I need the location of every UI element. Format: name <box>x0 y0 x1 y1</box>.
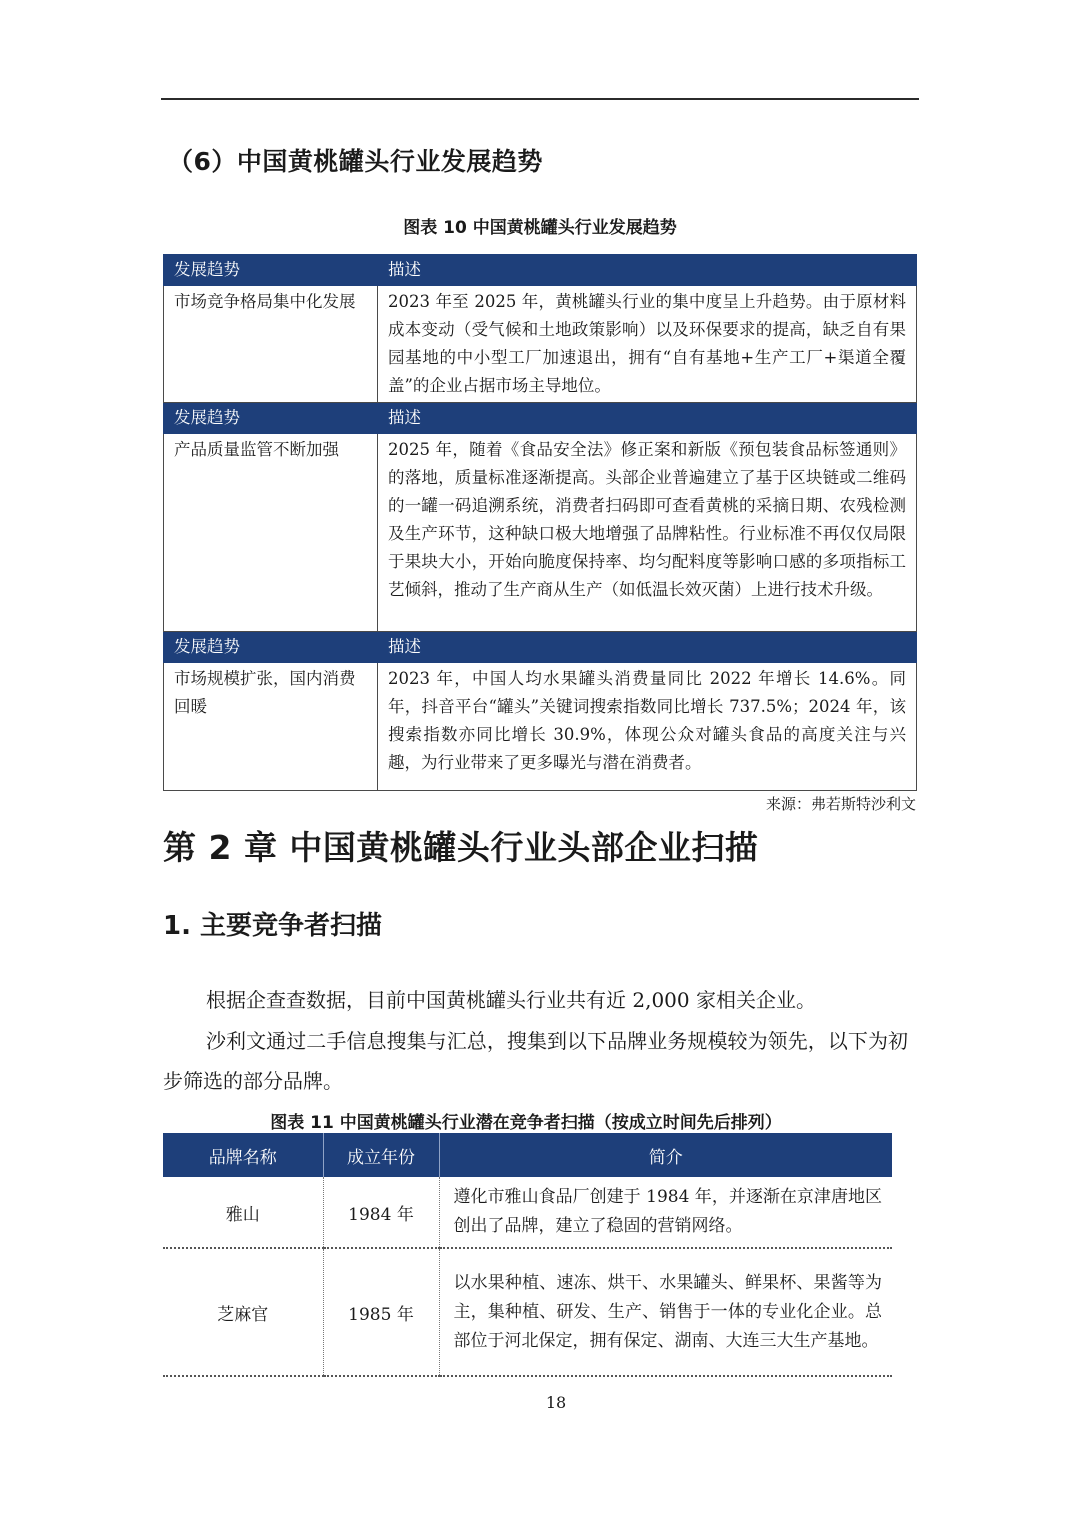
competitor-table <box>163 1133 892 1377</box>
desc-cell: 2023 年，中国人均水果罐头消费量同比 2022 年增长 14.6%。同年，抖音平台“罐头”关键词搜索指数同比增长 737.5%；2024 年，该搜索指数亦同比增长 30.9%，体现公众对罐头食品的高度关注与兴趣，为行业带来了更多曝光与潜在消费者。 <box>378 663 917 791</box>
section-heading: （6）中国黄桃罐头行业发展趋势 <box>168 147 543 176</box>
year-cell: 1984 年 <box>323 1177 439 1248</box>
desc-cell: 2025 年，随着《食品安全法》修正案和新版《预包装食品标签通则》的落地，质量标准逐渐提高。头部企业普遍建立了基于区块链或二维码的一罐一码追溯系统，消费者扫码即可查看黄桃的采摘日期、农残检测及生产环节，这种缺口极大地增强了品牌粘性。行业标准不再仅仅局限于果块大小，开始向脆度保持率、均匀配料度等影响口感的多项指标工艺倾斜，推动了生产商从生产（如低温长效灭菌）上进行技术升级。 <box>378 434 917 632</box>
header-desc: 描述 <box>378 255 917 286</box>
table-row <box>163 1177 892 1248</box>
brand-cell: 雅山 <box>163 1177 323 1248</box>
sub-heading: 1. 主要竞争者扫描 <box>163 911 383 941</box>
header-trend: 发展趋势 <box>164 632 378 663</box>
header-brand: 品牌名称 <box>163 1133 323 1177</box>
header-desc: 描述 <box>378 632 917 663</box>
header-intro: 简介 <box>439 1133 892 1177</box>
header-year: 成立年份 <box>323 1133 439 1177</box>
intro-cell: 以水果种植、速冻、烘干、水果罐头、鲜果杯、果酱等为主，集种植、研发、生产、销售于一体的专业化企业。总部位于河北保定，拥有保定、湖南、大连三大生产基地。 <box>439 1248 892 1376</box>
figure-11-caption: 图表 11 中国黄桃罐头行业潜在竞争者扫描（按成立时间先后排列） <box>270 1113 782 1133</box>
table-header-row <box>163 1133 892 1177</box>
header-rule <box>161 98 919 100</box>
intro-cell: 遵化市雅山食品厂创建于 1984 年，并逐渐在京津唐地区创出了品牌，建立了稳固的营销网络。 <box>439 1177 892 1248</box>
table-header-row <box>164 632 917 663</box>
table-row <box>164 434 917 632</box>
desc-cell: 2023 年至 2025 年，黄桃罐头行业的集中度呈上升趋势。由于原材料成本变动（受气候和土地政策影响）以及环保要求的提高，缺乏自有果园基地的中小型工厂加速退出，拥有“自有基地+生产工厂+渠道全覆盖”的企业占据市场主导地位。 <box>378 286 917 403</box>
table-header-row <box>164 255 917 286</box>
source-note: 来源：弗若斯特沙利文 <box>765 795 916 813</box>
figure-10-caption: 图表 10 中国黄桃罐头行业发展趋势 <box>403 218 677 238</box>
paragraph: 根据企查查数据，目前中国黄桃罐头行业共有近 2,000 家相关企业。 <box>206 988 816 1012</box>
header-trend: 发展趋势 <box>164 403 378 434</box>
year-cell: 1985 年 <box>323 1248 439 1376</box>
trend-table <box>163 254 917 791</box>
paragraph: 沙利文通过二手信息搜集与汇总，搜集到以下品牌业务规模较为领先，以下为初步筛选的部分品牌。 <box>163 1029 908 1093</box>
table-row <box>163 1248 892 1376</box>
header-trend: 发展趋势 <box>164 255 378 286</box>
page-number: 18 <box>545 1393 567 1412</box>
brand-cell: 芝麻官 <box>163 1248 323 1376</box>
chapter-title: 第 2 章 中国黄桃罐头行业头部企业扫描 <box>163 828 759 867</box>
table-row <box>164 663 917 791</box>
trend-cell: 市场规模扩张，国内消费回暖 <box>164 663 378 791</box>
header-desc: 描述 <box>378 403 917 434</box>
table-header-row <box>164 403 917 434</box>
trend-cell: 市场竞争格局集中化发展 <box>164 286 378 403</box>
table-row <box>164 286 917 403</box>
trend-cell: 产品质量监管不断加强 <box>164 434 378 632</box>
